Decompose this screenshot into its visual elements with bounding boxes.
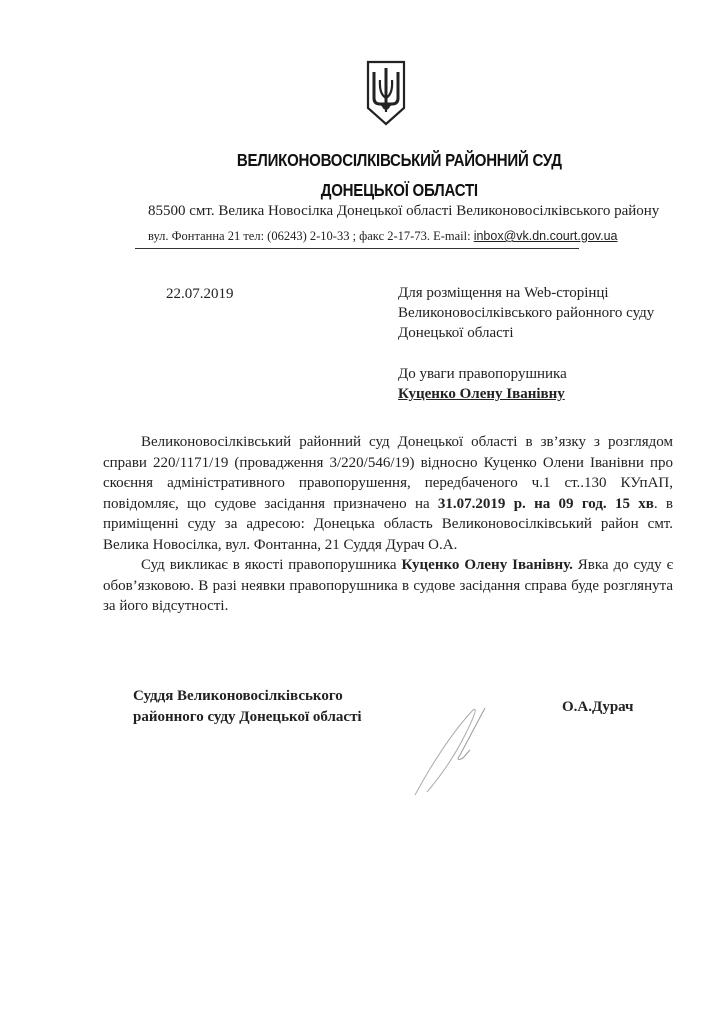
paragraph-text: . в приміщенні суду за адресою: Донецька область Великоновосілківський район смт. Велика Новосілка, вул. Фонтанна, 21 Суддя Дурач О.А. — [103, 495, 673, 553]
addressee-block — [398, 283, 654, 404]
placement-line-3: Донецької області — [398, 325, 514, 341]
placement-line-1: Для розміщення на Web-сторінці — [398, 285, 609, 301]
email-link[interactable]: inbox@vk.dn.court.gov.ua — [473, 229, 618, 243]
document-date: 22.07.2019 — [166, 286, 234, 302]
header-divider — [135, 248, 579, 249]
attention-line: До уваги правопорушника — [398, 366, 567, 382]
court-address: 85500 смт. Велика Новосілка Донецької області Великоновосілківського району — [148, 203, 660, 219]
hearing-datetime: 31.07.2019 р. на 09 год. 15 хв — [437, 495, 654, 512]
judge-title-line-1: Суддя Великоновосілківського — [133, 688, 343, 704]
placement-line-2: Великоновосілківського районного суду — [398, 305, 655, 321]
judge-name: О.А.Дурач — [562, 699, 634, 715]
notice-body — [103, 432, 673, 617]
summoned-person: Куценко Олену Іванівну. — [401, 557, 573, 573]
paragraph-text: Суд викликає в якості правопорушника — [141, 557, 402, 573]
judge-title-line-2: районного суду Донецької області — [133, 709, 362, 725]
paragraph-text: Великоновосілківський районний суд Донецької області в зв’язку з розглядом справи 220/1171/19 (провадження 3/220/546/19) відносно Куценко Олени Іванівни про скоєння адміністративного правопорушення, передбаченого ч.1 ст..130 КУпАП, повідомляє, що судове засідання призначено на — [103, 434, 673, 512]
paragraph-text: Явка до суду є обов’язковою. В разі неявки правопорушника в судове засідання справа буде розглянута за його відсутності. — [103, 557, 674, 614]
offender-name: Куценко Олену Іванівну — [398, 386, 565, 402]
court-name-line1: ВЕЛИКОНОВОСІЛКІВСЬКИЙ РАЙОННИЙ СУД — [236, 150, 562, 170]
court-name — [56, 145, 679, 205]
judge-title — [133, 686, 362, 728]
court-name-line2: ДОНЕЦЬКОЇ ОБЛАСТІ — [320, 180, 478, 200]
paragraph-summons — [103, 555, 673, 617]
handwritten-signature-icon — [405, 700, 505, 800]
paragraph-hearing — [103, 432, 673, 555]
court-contacts — [148, 229, 617, 244]
contact-phones: вул. Фонтанна 21 тел: (06243) 2-10-33 ; факс 2-17-73. E-mail: — [148, 229, 474, 243]
ukraine-trident-emblem-icon — [365, 60, 407, 126]
